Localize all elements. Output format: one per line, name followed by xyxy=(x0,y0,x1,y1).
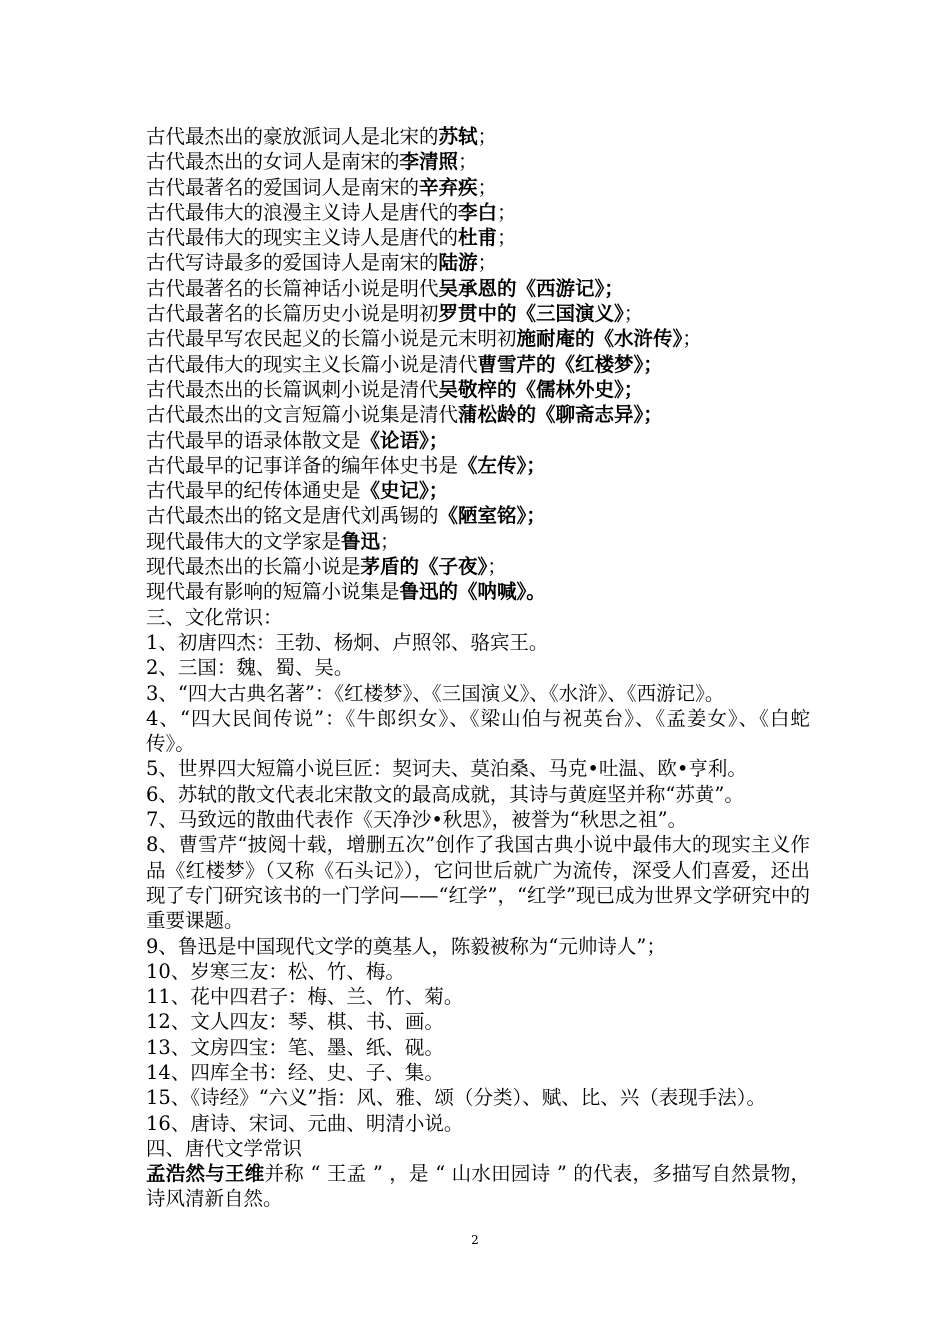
text-line: 古代最早写农民起义的长篇小说是元末明初施耐庵的《水浒传》； xyxy=(146,327,702,351)
text-line: 现代最有影响的短篇小说集是鲁迅的《呐喊》。 xyxy=(146,580,546,604)
text-line: 古代最著名的长篇神话小说是明代吴承恩的《西游记》； xyxy=(146,276,624,300)
document-body xyxy=(146,124,810,1212)
list-item: 1、初唐四杰：王勃、杨炯、卢照邻、骆宾王。 xyxy=(146,630,549,654)
list-item: 8、曹雪芹“披阅十载，增删五次”创作了我国古典小说中最伟大的现实主义作品《红楼梦》（又称《石头记》），它问世后就广为流传，深受人们喜爱，还出现了专门研究该书的一门学问——“红学”，“红学”现已成为世界文学研究中的重要课题。 xyxy=(146,833,810,933)
list-item: 12、文人四友：琴、棋、书、画。 xyxy=(146,1010,444,1034)
text-line: 现代最杰出的长篇小说是茅盾的《子夜》； xyxy=(146,555,507,579)
text-line: 古代最伟大的现实主义长篇小说是清代曹雪芹的《红楼梦》； xyxy=(146,352,663,376)
list-item: 2、三国：魏、蜀、吴。 xyxy=(146,656,354,680)
list-item: 14、四库全书：经、史、子、集。 xyxy=(146,1060,444,1084)
text-line: 古代最早的纪传体通史是《史记》； xyxy=(146,479,449,503)
text-line: 古代最著名的爱国词人是南宋的辛弃疾； xyxy=(146,175,498,199)
list-item: 11、花中四君子：梅、兰、竹、菊。 xyxy=(146,985,464,1009)
list-item: 16、唐诗、宋词、元曲、明清小说。 xyxy=(146,1111,464,1135)
paragraph: 孟浩然与王维并称 “ 王孟 ” ，是 “ 山水田园诗 ” 的代表，多描写自然景物，诗风清新自然。 xyxy=(146,1162,810,1211)
page-number: 2 xyxy=(471,1233,479,1247)
list-item: 5、世界四大短篇小说巨匠：契诃夫、莫泊桑、马克•吐温、欧•亨利。 xyxy=(146,757,747,781)
list-item: 6、苏轼的散文代表北宋散文的最高成就，其诗与黄庭坚并称“苏黄”。 xyxy=(146,782,744,806)
list-item: 9、鲁迅是中国现代文学的奠基人，陈毅被称为“元帅诗人”； xyxy=(146,934,666,958)
list-item: 15、《诗经》“六义”指：风、雅、颂（分类）、赋、比、兴（表现手法）。 xyxy=(146,1086,767,1110)
text-line: 古代最杰出的文言短篇小说集是清代蒲松龄的《聊斋志异》； xyxy=(146,403,663,427)
text-line: 古代写诗最多的爱国诗人是南宋的陆游； xyxy=(146,251,498,275)
text-line: 现代最伟大的文学家是鲁迅； xyxy=(146,529,400,553)
text-line: 古代最杰出的女词人是南宋的李清照； xyxy=(146,150,478,174)
text-line: 古代最伟大的现实主义诗人是唐代的杜甫； xyxy=(146,226,517,250)
text-line: 古代最杰出的长篇讽刺小说是清代吴敬梓的《儒林外史》； xyxy=(146,377,644,401)
list-item: 4、“四大民间传说”：《牛郎织女》、《梁山伯与祝英台》、《孟姜女》、《白蛇传》。 xyxy=(146,706,810,756)
text-line: 古代最早的记事详备的编年体史书是《左传》； xyxy=(146,453,546,477)
text-line: 古代最著名的长篇历史小说是明初罗贯中的《三国演义》； xyxy=(146,302,644,326)
list-item: 7、马致远的散曲代表作《天净沙•秋思》，被誉为“秋思之祖”。 xyxy=(146,808,688,832)
section-heading: 四、唐代文学常识 xyxy=(146,1136,303,1160)
text-line: 古代最早的语录体散文是《论语》； xyxy=(146,428,449,452)
section-heading: 三、文化常识： xyxy=(146,605,283,629)
text-line: 古代最伟大的浪漫主义诗人是唐代的李白； xyxy=(146,200,517,224)
text-line: 古代最杰出的豪放派词人是北宋的苏轼； xyxy=(146,125,498,148)
list-item: 10、岁寒三友：松、竹、梅。 xyxy=(146,959,405,983)
text-line: 古代最杰出的铭文是唐代刘禹锡的《陋室铭》； xyxy=(146,504,546,528)
list-item: 13、文房四宝：笔、墨、纸、砚。 xyxy=(146,1035,444,1059)
list-item: 3、“四大古典名著”：《红楼梦》、《三国演义》、《水浒》、《西游记》。 xyxy=(146,681,725,705)
